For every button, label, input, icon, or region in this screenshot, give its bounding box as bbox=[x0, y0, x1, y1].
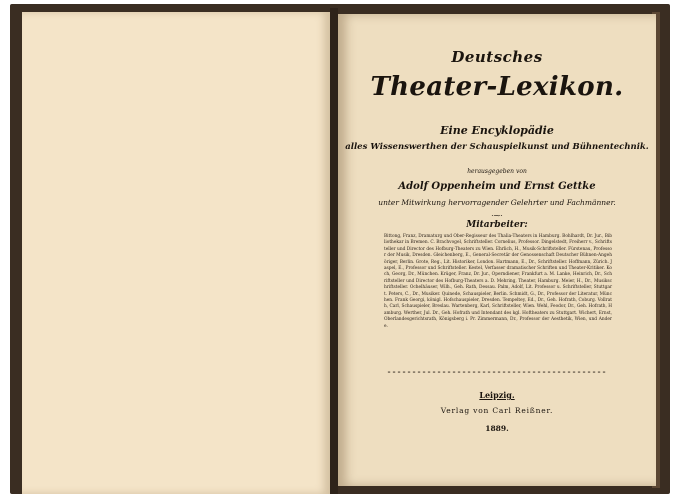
main-title: Theater-Lexikon. bbox=[370, 72, 624, 102]
publication-year: 1889. bbox=[485, 424, 509, 433]
publication-place: Leipzig. bbox=[479, 390, 515, 400]
book-gutter bbox=[330, 8, 338, 494]
title-page bbox=[338, 14, 656, 486]
small-ornament: ·⁓· bbox=[491, 212, 503, 220]
left-blank-page bbox=[22, 12, 330, 494]
subtitle-scope: alles Wissenswerthen der Schauspielkunst und Bühnentechnik. bbox=[345, 142, 649, 152]
publisher: Verlag von Carl Reißner. bbox=[440, 406, 554, 415]
editors-names: Adolf Oppenheim und Ernst Gettke bbox=[398, 181, 596, 192]
contributors-list: Bittong, Franz, Dramaturg und Ober-Regisseur des Thalia-Theaters in Hamburg. Bohlhardt, Dr. Jur., Bibliothekar in Bremen. C. Brachvogel, Schriftsteller. Cornelius, Professor. Dingelstedt, Freiherr v., Schriftsteller und Director des Hofburg-Theaters zu Wien. Ehrlich, H., Musik-Schriftsteller. Fürstenau, Professor der Musik, Dresden. Gleichenberg, E., General-Secretär der Genossenschaft Deutscher Bühnen-Angehöriger, Berlin. Grote, Reg., Lit. Historiker, London. Hartmann, E., Dr., Schriftsteller. Hoffmann, Zürich. Jaspel, E., Professor und Schriftsteller. Kestel, Verfasser dramatischer Schriften und Theater-Kritiker. Koch, Georg, Dr., München. Krüger, Franz, Dr. Jur., Operndiener, Frankfurt a. M. Lanke, Heinrich, Dr., Schriftsteller und Director des Hofburg-Theaters a. D. Mehring, Theater, Hamburg. Meier, H., Dr., Musikschriftsteller. Ochelhäuser, Wilh., Geh. Rath, Dessau. Palm, Adolf, Lit. Professor u. Schriftsteller, Stuttgart. Peters, C., Dr., Musiker. Quinede, Schauspieler, Berlin. Schmidt, G., Dr., Professor der Literatur, München. Frank Georgi, königl. Hofschauspieler, Dresden. Tempeltey, Ed., Dr., Geh. Hofrath, Coburg. Vollrath, Carl, Schauspieler, Breslau. Wartenberg, Karl, Schriftsteller, Wien. Wehl, Feodor, Dr., Geh. Hofrath, Hamburg. Werther, Jul. Dr., Geh. Hofrath und Intendant des kgl. Hoftheaters zu Stuttgart. Wichert, Ernst, Oberlandesgerichtsrath, Königsberg i. Pr. Zimmermann, Dr., Professor der Aesthetik, Wien, und Andere. bbox=[384, 234, 612, 329]
editors-intro: herausgegeben von bbox=[467, 168, 527, 175]
title-line-1: Deutsches bbox=[451, 48, 543, 66]
contributors-heading: Mitarbeiter: bbox=[466, 220, 528, 230]
ornamental-rule: ⁃⁃⁃⁃⁃⁃⁃⁃⁃⁃⁃⁃⁃⁃⁃⁃⁃⁃⁃⁃⁃⁃⁃⁃⁃⁃⁃⁃⁃⁃⁃⁃⁃⁃⁃⁃⁃⁃⁃⁃⁃⁃⁃⁃ bbox=[387, 368, 607, 377]
subtitle-encyclopedia: Eine Encyklopädie bbox=[440, 124, 554, 137]
assistance-line: unter Mitwirkung hervorragender Gelehrter und Fachmänner. bbox=[378, 198, 616, 207]
